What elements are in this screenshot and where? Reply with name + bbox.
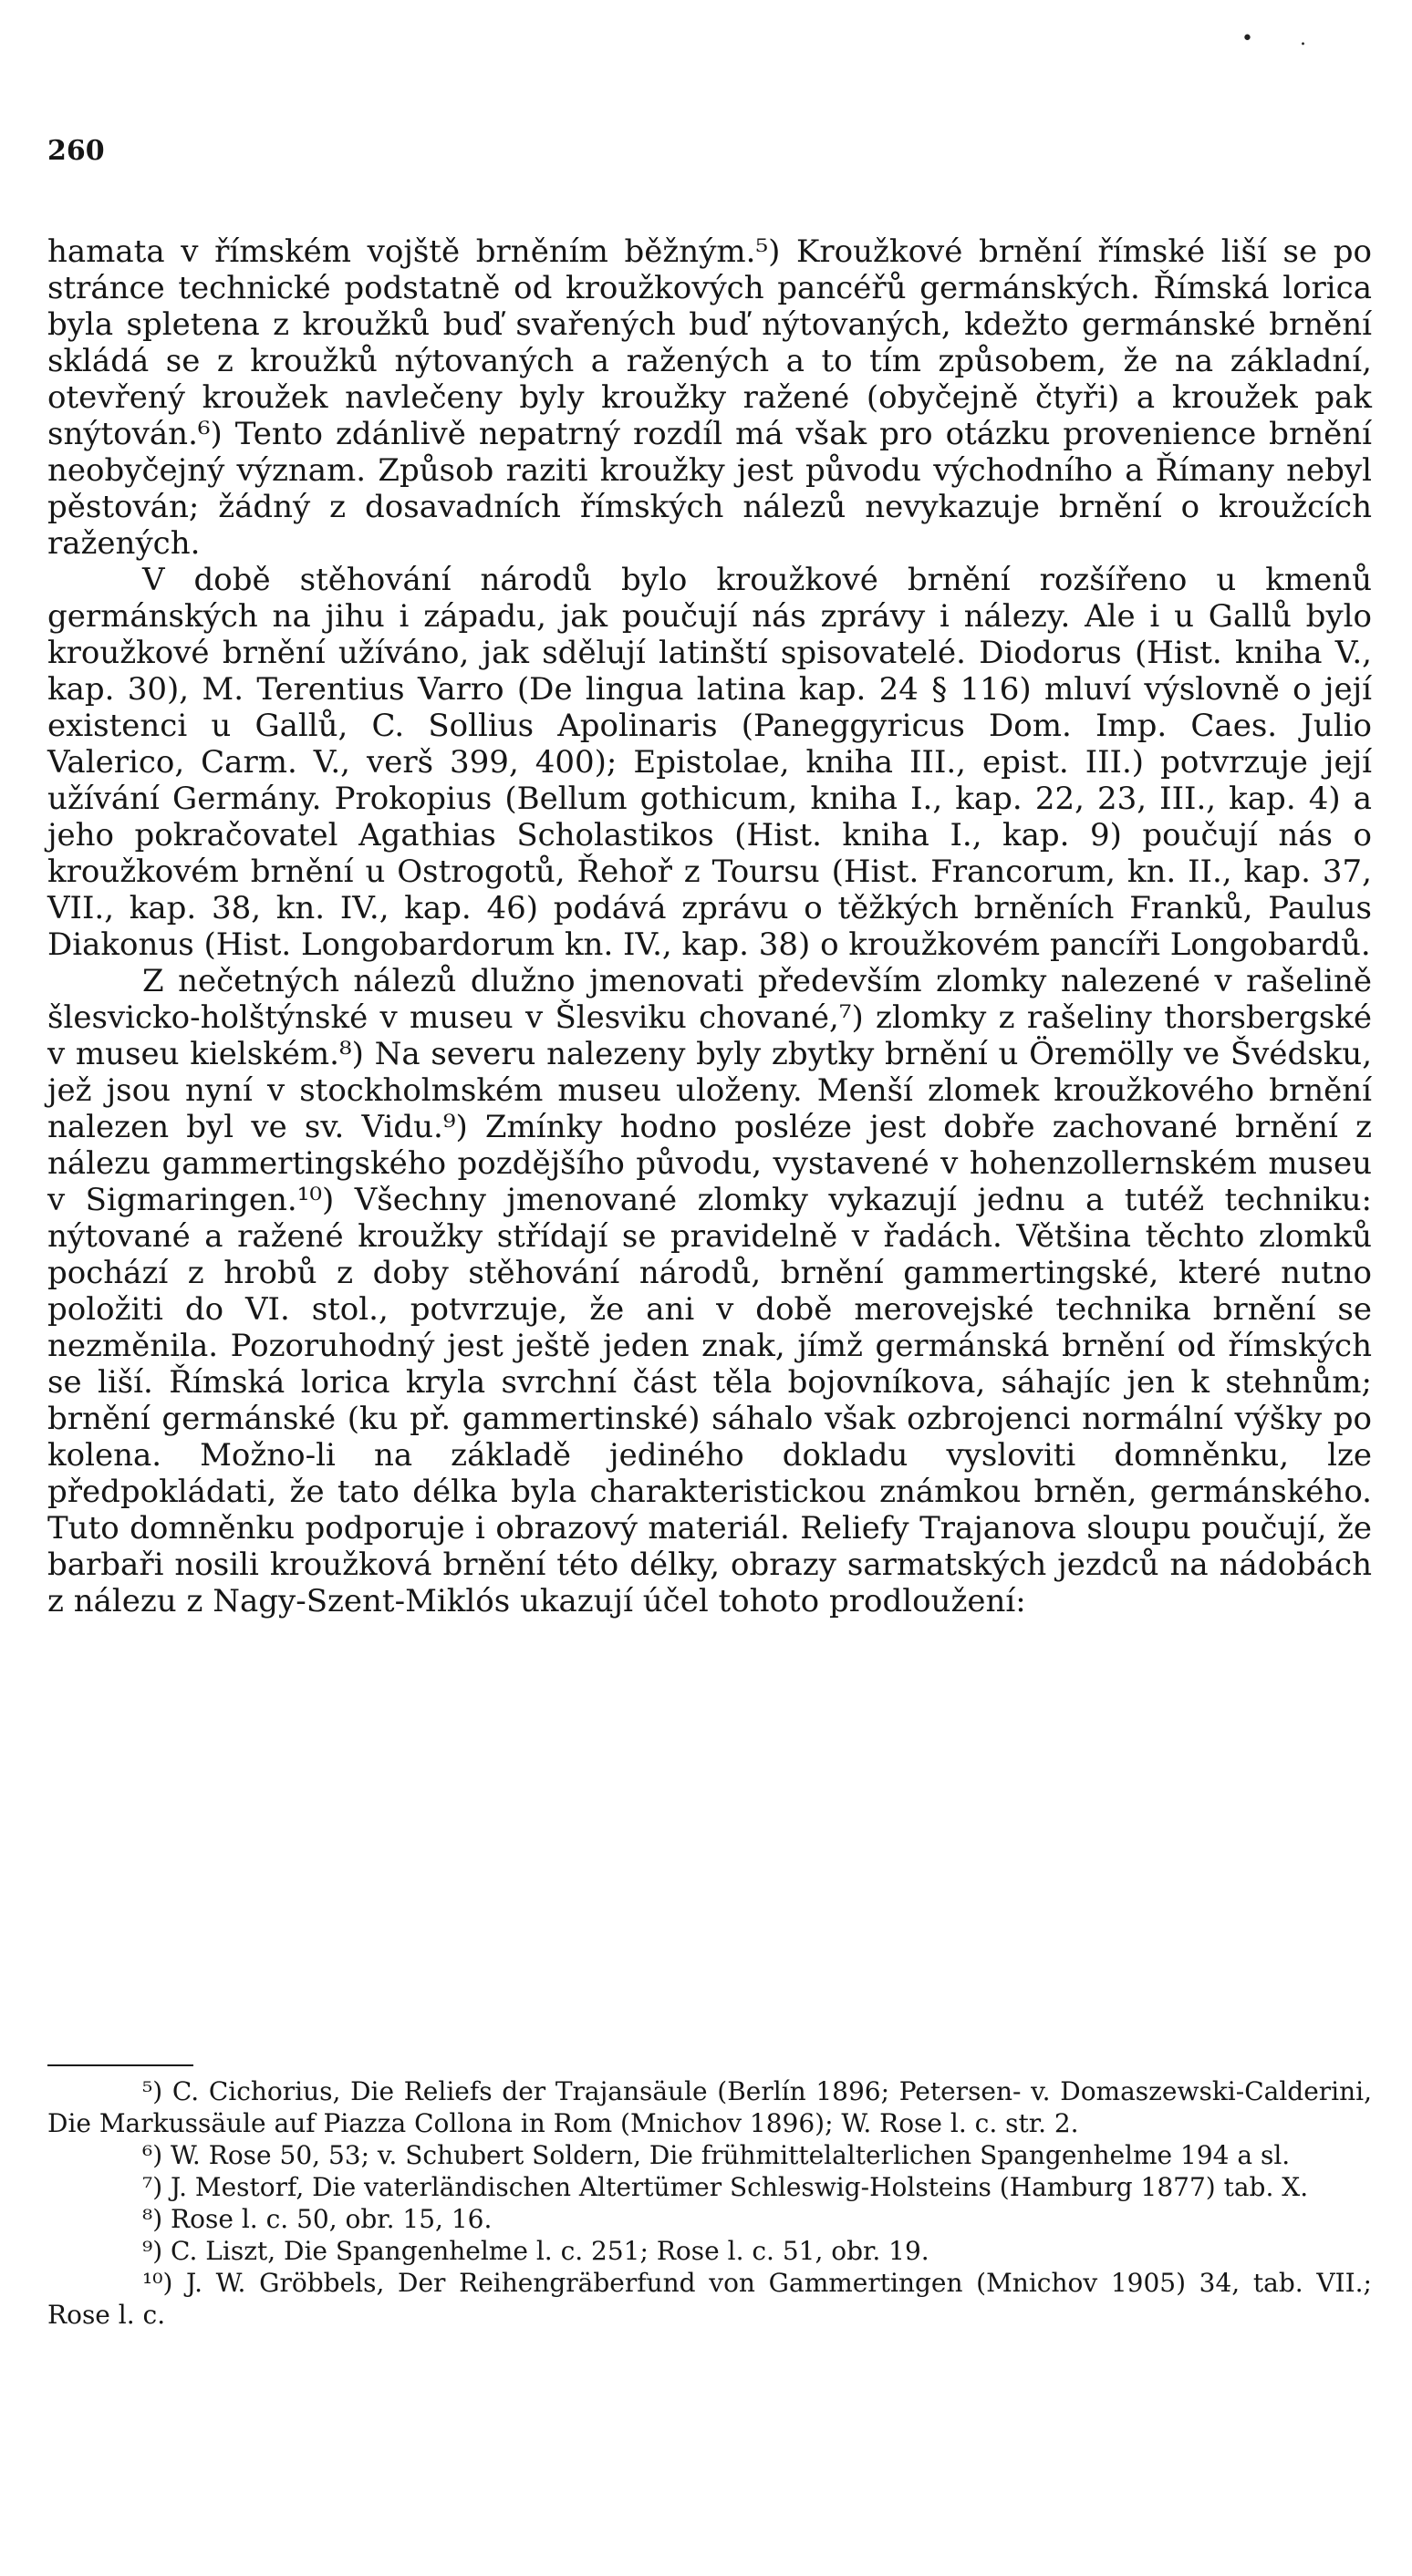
footnote-8: ⁸) Rose l. c. 50, obr. 15, 16. [142, 2204, 493, 2234]
footnotes [47, 2075, 1372, 2331]
footnote-10: ¹⁰) J. W. Gröbbels, Der Reihengräberfund von Gammertingen (Mnichov 1905) 34, tab. VII.; Rose l. c. [47, 2268, 1372, 2330]
document-page [47, 0, 1372, 2576]
paragraph-2: V době stěhování národů bylo kroužkové brnění rozšířeno u kmenů germánských na jihu i západu, jak poučují nás zprávy i nálezy. Ale i u Gallů bylo kroužkové brnění užíváno, jak sdělují latinští spisovatelé. Diodorus (Hist. kniha V., kap. 30), M. Terentius Varro (De lingua latina kap. 24 § 116) mluví výslovně o její existenci u Gallů, C. Sollius Apolinaris (Paneggyricus Dom. Imp. Caes. Julio Valerico, Carm. V., verš 399, 400); Epistolae, kniha III., epist. III.) potvrzuje její užívání Germány. Prokopius (Bellum gothicum, kniha I., kap. 22, 23, III., kap. 4) a jeho pokračovatel Agathias Scholastikos (Hist. kniha I., kap. 9) poučují nás o kroužkovém brnění u Ostrogotů, Řehoř z Toursu (Hist. Francorum, kn. II., kap. 37, VII., kap. 38, kn. IV., kap. 46) podává zprávu o těžkých brněních Franků, Paulus Diakonus (Hist. Longobardorum kn. IV., kap. 38) o kroužkovém pancíři Longobardů. [47, 562, 1372, 963]
scan-artifact-dots: • . [1241, 27, 1326, 50]
footnote-6: ⁶) W. Rose 50, 53; v. Schubert Soldern, Die frühmittelalterlichen Spangenhelme 194 a sl. [142, 2140, 1291, 2170]
paragraph-3: Z nečetných nálezů dlužno jmenovati především zlomky nalezené v rašelině šlesvicko-holštýnské v museu v Šlesviku chované,⁷) zlomky z rašeliny thorsbergské v museu kielském.⁸) Na severu nalezeny byly zbytky brnění u Öremölly ve Švédsku, jež jsou nyní v stockholmském museu uloženy. Menší zlomek kroužkového brnění nalezen byl ve sv. Vidu.⁹) Zmínky hodno posléze jest dobře zachované brnění z nálezu gammertingského pozdějšího původu, vystavené v hohenzollernském museu v Sigmaringen.¹⁰) Všechny jmenované zlomky vykazují jednu a tutéž techniku: nýtované a ražené kroužky střídají se pravidelně v řadách. Většina těchto zlomků pochází z hrobů z doby stěhování národů, brnění gammertingské, které nutno položiti do VI. stol., potvrzuje, že ani v době merovejské technika brnění se nezměnila. Pozoruhodný jest ještě jeden znak, jímž germánská brnění od římských se liší. Římská lorica kryla svrchní část těla bojovníkova, sáhajíc jen k stehnům; brnění germánské (ku př. gammertinské) sáhalo však ozbrojenci normální výšky po kolena. Možno-li na základě jediného dokladu vysloviti domněnku, lze předpokládati, že tato délka byla charakteristickou známkou brněn, germánského. Tuto domněnku podporuje i obrazový materiál. Reliefy Trajanova sloupu poučují, že barbaři nosili kroužková brnění této délky, obrazy sarmatských jezdců na nádobách z nálezu z Nagy-Szent-Miklós ukazují účel tohoto prodloužení: [47, 963, 1372, 1619]
footnote-7: ⁷) J. Mestorf, Die vaterländischen Altertümer Schleswig-Holsteins (Hamburg 1877) tab. X. [142, 2172, 1309, 2202]
body-text [47, 233, 1372, 1619]
paragraph-1: hamata v římském vojště brněním běžným.⁵) Kroužkové brnění římské liší se po stránce technické podstatně od kroužkových pancéřů germánských. Římská lorica byla spletena z kroužků buď svařených buď nýtovaných, kdežto germánské brnění skládá se z kroužků nýtovaných a ražených a to tím způsobem, že na základní, otevřený kroužek navlečeny byly kroužky ražené (obyčejně čtyři) a kroužek pak snýtován.⁶) Tento zdánlivě nepatrný rozdíl má však pro otázku provenience brnění neobyčejný význam. Způsob raziti kroužky jest původu východního a Římany nebyl pěstován; žádný z dosavadních římských nálezů nevykazuje brnění o kroužcích ražených. [47, 233, 1372, 562]
page-number: 260 [47, 135, 105, 167]
footnote-5: ⁵) C. Cichorius, Die Reliefs der Trajansäule (Berlín 1896; Petersen- v. Domaszewski-Calderini, Die Markussäule auf Piazza Collona in Rom (Mnichov 1896); W. Rose l. c. str. 2. [47, 2076, 1372, 2138]
footnote-divider [47, 2064, 193, 2066]
footnote-9: ⁹) C. Liszt, Die Spangenhelme l. c. 251; Rose l. c. 51, obr. 19. [142, 2236, 929, 2266]
